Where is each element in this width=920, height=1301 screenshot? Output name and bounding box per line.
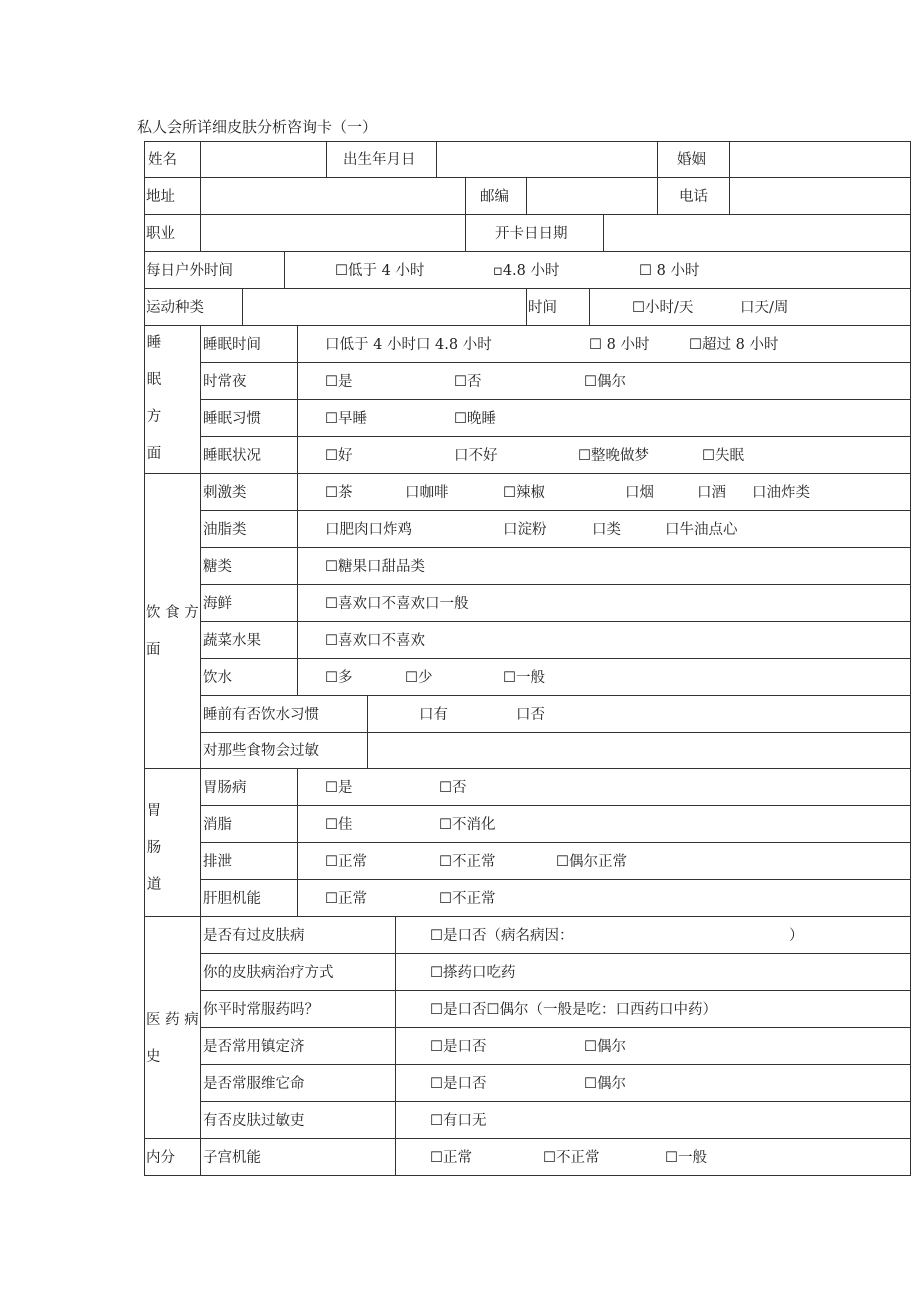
checkbox-option[interactable]: ☐是 bbox=[325, 780, 353, 796]
checkbox-option[interactable]: ☐少 bbox=[405, 670, 433, 686]
row-label: 刺激类 bbox=[203, 485, 247, 501]
checkbox-option[interactable]: ☐不正常 bbox=[439, 854, 496, 870]
row-label: 对那些食物会过敏 bbox=[203, 743, 319, 759]
checkbox-option[interactable]: ☐一般 bbox=[503, 670, 545, 686]
checkbox-option[interactable]: ☐是口否☐偶尔（一般是吃：口西药口中药） bbox=[430, 1002, 717, 1018]
checkbox-option[interactable]: ☐正常 bbox=[325, 891, 367, 907]
checkbox-option[interactable]: 口牛油点心 bbox=[665, 522, 738, 538]
checkbox-option[interactable]: 口有 bbox=[419, 707, 448, 723]
row-label: 你平时常服药吗？ bbox=[203, 1002, 319, 1018]
checkbox-option[interactable]: ☐辣椒 bbox=[503, 485, 545, 501]
checkbox-option[interactable]: ☐茶 bbox=[325, 485, 353, 501]
checkbox-option[interactable]: 口酒 bbox=[697, 485, 726, 501]
section-label-sleep: 方 bbox=[146, 409, 162, 425]
section-label-diet: 饮 食 方 面 bbox=[146, 605, 199, 658]
checkbox-option[interactable]: 口类 bbox=[592, 522, 621, 538]
label-column-divider bbox=[395, 916, 396, 1176]
checkbox-option[interactable]: ☐是 bbox=[325, 374, 353, 390]
row-label: 睡前有否饮水习惯 bbox=[203, 707, 319, 723]
name-label: 姓名 bbox=[148, 152, 177, 168]
row-divider bbox=[200, 1064, 911, 1065]
checkbox-option[interactable]: ☐多 bbox=[325, 670, 353, 686]
cell-divider bbox=[657, 177, 658, 214]
row-divider bbox=[144, 288, 911, 289]
checkbox-option[interactable]: ☐晚睡 bbox=[454, 411, 496, 427]
marriage-label: 婚姻 bbox=[677, 152, 706, 168]
card-open-date-label: 开卡日日期 bbox=[495, 226, 568, 242]
label-column-divider bbox=[297, 325, 298, 695]
row-label: 油脂类 bbox=[203, 522, 247, 538]
cell-divider bbox=[200, 214, 201, 251]
section-divider bbox=[144, 1138, 911, 1139]
checkbox-option[interactable]: 口油炸类 bbox=[752, 485, 810, 501]
row-label: 是否有过皮肤病 bbox=[203, 928, 305, 944]
row-divider bbox=[200, 1101, 911, 1102]
row-label: 睡眠习惯 bbox=[203, 411, 261, 427]
row-label: 蔬菜水果 bbox=[203, 633, 261, 649]
checkbox-option[interactable]: ☐整晚做梦 bbox=[578, 448, 649, 464]
row-divider bbox=[200, 436, 911, 437]
checkbox-option[interactable]: 口淀粉 bbox=[503, 522, 547, 538]
phone-label: 电话 bbox=[679, 189, 708, 205]
checkbox-option[interactable]: ☐喜欢口不喜欢 bbox=[325, 633, 425, 649]
row-divider bbox=[144, 177, 911, 178]
checkbox-option[interactable]: ☐小时/天 bbox=[632, 300, 694, 316]
section-label-sleep: 睡 bbox=[146, 335, 162, 351]
row-divider bbox=[200, 658, 911, 659]
section-label-gut: 道 bbox=[146, 877, 162, 893]
row-divider bbox=[200, 842, 911, 843]
section-label-medical: 医 药 病 史 bbox=[146, 1012, 199, 1065]
row-label: 消脂 bbox=[203, 817, 232, 833]
row-divider bbox=[144, 214, 911, 215]
label-column-divider bbox=[367, 695, 368, 768]
label-column-divider bbox=[297, 768, 298, 916]
cell-divider bbox=[589, 288, 590, 325]
checkbox-option[interactable]: ☐ 8 小时 bbox=[639, 263, 700, 279]
checkbox-option[interactable]: ☐佳 bbox=[325, 817, 353, 833]
occupation-label: 职业 bbox=[146, 226, 175, 242]
cell-divider bbox=[326, 141, 327, 177]
section-label-gut: 肠 bbox=[146, 840, 162, 856]
checkbox-option[interactable]: ☐正常 bbox=[325, 854, 367, 870]
cell-divider bbox=[526, 288, 527, 325]
cell-divider bbox=[465, 214, 466, 251]
section-label-gut: 胃 bbox=[146, 803, 162, 819]
cell-divider bbox=[284, 251, 285, 288]
outdoor-time-label: 每日户外时间 bbox=[146, 263, 233, 279]
row-divider bbox=[200, 1027, 911, 1028]
checkbox-option[interactable]: ☐不正常 bbox=[543, 1150, 600, 1166]
section-divider bbox=[144, 916, 911, 917]
checkbox-option[interactable]: ☐不正常 bbox=[439, 891, 496, 907]
checkbox-option[interactable]: ☐是口否（病名病因： bbox=[430, 928, 574, 944]
cell-divider bbox=[603, 214, 604, 251]
row-label: 海鲜 bbox=[203, 596, 232, 612]
address-label: 地址 bbox=[146, 189, 175, 205]
cell-divider bbox=[200, 177, 201, 214]
cell-divider bbox=[242, 288, 243, 325]
cell-divider bbox=[200, 141, 201, 177]
row-label: 糖类 bbox=[203, 559, 232, 575]
row-label: 是否常用镇定济 bbox=[203, 1039, 305, 1055]
sport-time-label: 时间 bbox=[528, 300, 557, 316]
checkbox-option[interactable]: ☐搽药口吃药 bbox=[430, 965, 516, 981]
row-label: 饮水 bbox=[203, 670, 232, 686]
paren-close: ） bbox=[789, 928, 804, 944]
row-label: 排泄 bbox=[203, 854, 232, 870]
row-divider bbox=[200, 953, 911, 954]
checkbox-option[interactable]: ☐是口否 bbox=[430, 1076, 487, 1092]
table-border-left bbox=[144, 141, 145, 1176]
section-label-sleep: 面 bbox=[146, 446, 162, 462]
row-divider bbox=[200, 990, 911, 991]
row-label: 子宫机能 bbox=[203, 1150, 261, 1166]
row-divider bbox=[200, 362, 911, 363]
row-divider bbox=[200, 805, 911, 806]
checkbox-option[interactable]: ☐好 bbox=[325, 448, 353, 464]
checkbox-option[interactable]: 口咖啡 bbox=[405, 485, 449, 501]
form-title: 私人会所详细皮肤分析咨询卡（一） bbox=[137, 118, 378, 136]
section-label-sleep: 眠 bbox=[146, 372, 162, 388]
checkbox-option[interactable]: ☐一般 bbox=[665, 1150, 707, 1166]
checkbox-option[interactable]: ☐失眠 bbox=[702, 448, 744, 464]
checkbox-option[interactable]: 口低于 4 小时口 4.8 小时 bbox=[325, 337, 492, 353]
cell-divider bbox=[526, 177, 527, 214]
birth-date-label: 出生年月日 bbox=[343, 152, 416, 168]
section-divider bbox=[144, 768, 911, 769]
checkbox-option[interactable]: ☐是口否 bbox=[430, 1039, 487, 1055]
checkbox-option[interactable]: ☐低于 4 小时 bbox=[335, 263, 425, 279]
row-divider bbox=[200, 584, 911, 585]
checkbox-option[interactable]: ☐正常 bbox=[430, 1150, 472, 1166]
table-border-right bbox=[910, 141, 911, 1176]
row-label: 有否皮肤过敏吏 bbox=[203, 1113, 305, 1129]
row-divider bbox=[200, 695, 911, 696]
section-label-endocrine: 内分 bbox=[146, 1150, 175, 1166]
sport-type-label: 运动种类 bbox=[146, 300, 204, 316]
checkbox-option[interactable]: ☐否 bbox=[454, 374, 482, 390]
row-divider bbox=[200, 399, 911, 400]
cell-divider bbox=[465, 177, 466, 214]
row-divider bbox=[200, 621, 911, 622]
checkbox-option[interactable]: ☐喜欢口不喜欢口一般 bbox=[325, 596, 469, 612]
checkbox-option[interactable]: ☐偶尔正常 bbox=[556, 854, 627, 870]
row-label: 胃肠病 bbox=[203, 780, 247, 796]
checkbox-option[interactable]: 口不好 bbox=[454, 448, 498, 464]
cell-divider bbox=[657, 141, 658, 177]
postcode-label: 邮编 bbox=[480, 189, 509, 205]
row-divider bbox=[200, 732, 911, 733]
row-label: 时常夜 bbox=[203, 374, 247, 390]
row-divider bbox=[200, 547, 911, 548]
row-label: 你的皮肤病治疗方式 bbox=[203, 965, 334, 981]
cell-divider bbox=[729, 177, 730, 214]
row-divider bbox=[200, 879, 911, 880]
table-border-top bbox=[144, 141, 911, 142]
row-label: 睡眠状况 bbox=[203, 448, 261, 464]
checkbox-option[interactable]: 口否 bbox=[516, 707, 545, 723]
checkbox-option[interactable]: ☐超过 8 小时 bbox=[689, 337, 779, 353]
row-divider bbox=[200, 510, 911, 511]
row-label: 是否常服维它命 bbox=[203, 1076, 305, 1092]
section-divider bbox=[144, 473, 911, 474]
row-label: 肝胆机能 bbox=[203, 891, 261, 907]
checkbox-option[interactable]: ☐否 bbox=[439, 780, 467, 796]
checkbox-option[interactable]: 口肥肉口炸鸡 bbox=[325, 522, 412, 538]
cell-divider bbox=[436, 141, 437, 177]
checkbox-option[interactable]: ▫4.8 小时 bbox=[493, 263, 560, 279]
row-label: 睡眠时间 bbox=[203, 337, 261, 353]
cell-divider bbox=[729, 141, 730, 177]
checkbox-option[interactable]: ☐糖果口甜品类 bbox=[325, 559, 425, 575]
checkbox-option[interactable]: ☐有口无 bbox=[430, 1113, 487, 1129]
checkbox-option[interactable]: ☐偶尔 bbox=[584, 1076, 626, 1092]
checkbox-option[interactable]: 口烟 bbox=[625, 485, 654, 501]
checkbox-option[interactable]: ☐偶尔 bbox=[584, 1039, 626, 1055]
checkbox-option[interactable]: ☐不消化 bbox=[439, 817, 496, 833]
checkbox-option[interactable]: ☐偶尔 bbox=[584, 374, 626, 390]
row-divider bbox=[144, 325, 911, 326]
checkbox-option[interactable]: ☐ 8 小时 bbox=[589, 337, 650, 353]
table-border-bottom bbox=[144, 1175, 911, 1176]
checkbox-option[interactable]: 口天/周 bbox=[740, 300, 789, 316]
checkbox-option[interactable]: ☐早睡 bbox=[325, 411, 367, 427]
row-divider bbox=[144, 251, 911, 252]
